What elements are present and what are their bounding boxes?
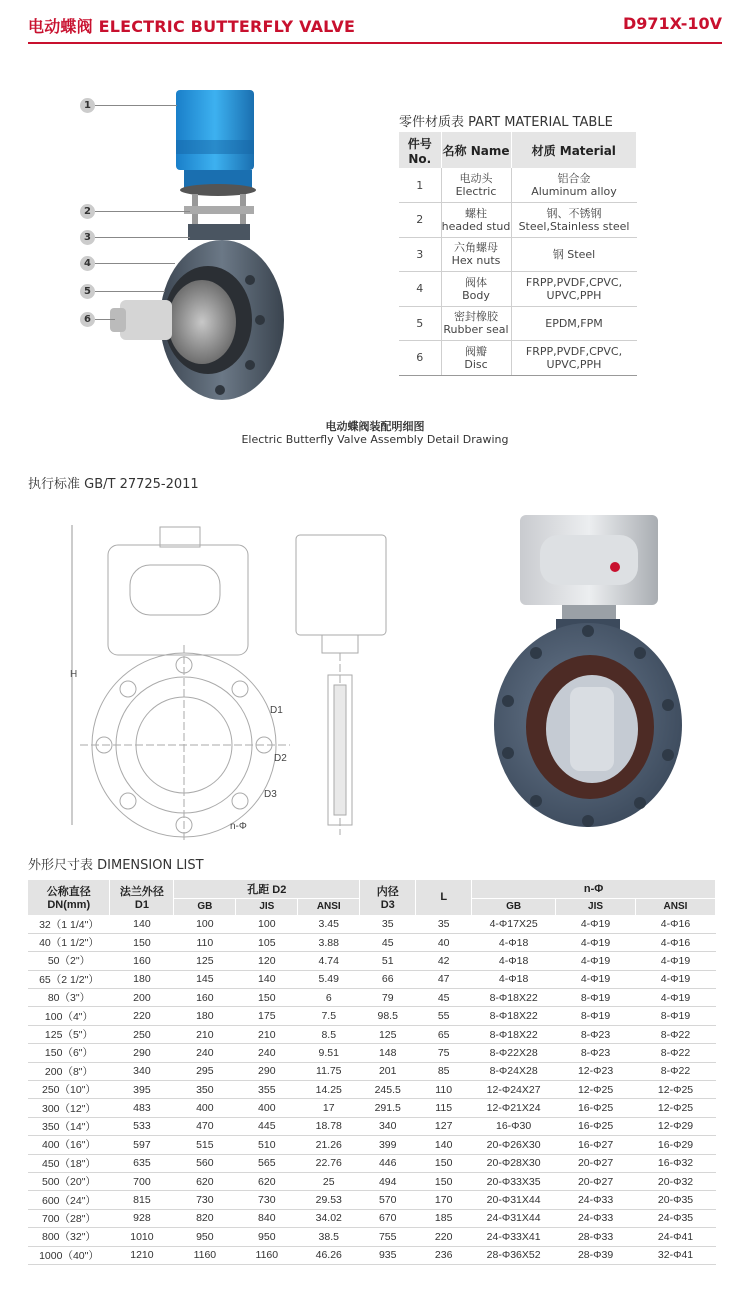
cell-nphi-gb: 24-Φ33X41 <box>472 1228 556 1246</box>
cell-d2-gb: 820 <box>174 1209 236 1227</box>
cell-d3: 51 <box>360 952 416 970</box>
cell-l: 127 <box>416 1117 472 1135</box>
cell-nphi-ansi: 8-Φ19 <box>636 1007 716 1025</box>
cell-nphi-gb: 12-Φ24X27 <box>472 1081 556 1099</box>
drawing-caption-en: Electric Butterfly Valve Assembly Detail Drawing <box>241 433 509 446</box>
header-d2-jis: JIS <box>236 898 298 915</box>
cell-d1: 290 <box>110 1044 174 1062</box>
header-nphi: n-Φ <box>472 880 716 898</box>
cell-nphi-gb: 20-Φ26X30 <box>472 1136 556 1154</box>
cell-d1: 1210 <box>110 1246 174 1264</box>
cell-d2-jis: 445 <box>236 1117 298 1135</box>
table-row <box>28 1081 716 1099</box>
cell-d2-jis: 1160 <box>236 1246 298 1264</box>
cell-d3: 66 <box>360 970 416 988</box>
cell-l: 150 <box>416 1172 472 1190</box>
cell-d1: 180 <box>110 970 174 988</box>
cell-nphi-ansi: 4-Φ16 <box>636 915 716 933</box>
table-row <box>28 1136 716 1154</box>
cell-d1: 815 <box>110 1191 174 1209</box>
cell-nphi-jis: 12-Φ25 <box>556 1081 636 1099</box>
cell-d3: 755 <box>360 1228 416 1246</box>
valve-photo-illustration <box>490 505 730 835</box>
cell-nphi-ansi: 24-Φ35 <box>636 1209 716 1227</box>
header-material: 材质 Material <box>511 132 637 168</box>
cell-nphi-jis: 20-Φ27 <box>556 1172 636 1190</box>
cell-nphi-ansi: 16-Φ29 <box>636 1136 716 1154</box>
cell-d3: 45 <box>360 933 416 951</box>
cell-d2-gb: 145 <box>174 970 236 988</box>
cell-dn: 300（12"） <box>28 1099 110 1117</box>
cell-d2-ansi: 8.5 <box>298 1025 360 1043</box>
cell-nphi-ansi: 16-Φ32 <box>636 1154 716 1172</box>
cell-l: 140 <box>416 1136 472 1154</box>
cell-d2-jis: 290 <box>236 1062 298 1080</box>
cell-d1: 1010 <box>110 1228 174 1246</box>
cell-nphi-jis: 20-Φ27 <box>556 1154 636 1172</box>
cell-nphi-jis: 8-Φ19 <box>556 989 636 1007</box>
cell-d1: 340 <box>110 1062 174 1080</box>
table-row <box>28 1025 716 1043</box>
part-name: 阀瓣 Disc <box>441 341 511 376</box>
cell-dn: 450（18"） <box>28 1154 110 1172</box>
cell-nphi-ansi: 12-Φ29 <box>636 1117 716 1135</box>
cell-d2-ansi: 7.5 <box>298 1007 360 1025</box>
table-row <box>28 1154 716 1172</box>
drawing-caption-cn: 电动蝶阀装配明细图 <box>325 420 425 433</box>
cell-nphi-ansi: 20-Φ35 <box>636 1191 716 1209</box>
part-no: 2 <box>399 203 441 238</box>
part-row <box>399 306 637 341</box>
part-name: 密封橡胶 Rubber seal <box>441 306 511 341</box>
cell-nphi-jis: 8-Φ23 <box>556 1025 636 1043</box>
cell-d2-ansi: 14.25 <box>298 1081 360 1099</box>
cell-l: 110 <box>416 1081 472 1099</box>
cell-d2-ansi: 21.26 <box>298 1136 360 1154</box>
callout-2: 2 <box>80 204 190 219</box>
cell-d2-jis: 100 <box>236 915 298 933</box>
cell-d2-ansi: 3.88 <box>298 933 360 951</box>
cell-nphi-jis: 16-Φ27 <box>556 1136 636 1154</box>
cell-dn: 350（14"） <box>28 1117 110 1135</box>
cell-l: 150 <box>416 1154 472 1172</box>
cell-d1: 635 <box>110 1154 174 1172</box>
cell-l: 220 <box>416 1228 472 1246</box>
cell-dn: 40（1 1/2"） <box>28 933 110 951</box>
cell-nphi-jis: 4-Φ19 <box>556 952 636 970</box>
cell-dn: 800（32"） <box>28 1228 110 1246</box>
part-material-table <box>399 132 637 376</box>
cell-dn: 600（24"） <box>28 1191 110 1209</box>
cell-d2-jis: 150 <box>236 989 298 1007</box>
cell-nphi-ansi: 8-Φ22 <box>636 1025 716 1043</box>
cell-d2-ansi: 22.76 <box>298 1154 360 1172</box>
part-row <box>399 203 637 238</box>
cell-nphi-jis: 16-Φ25 <box>556 1117 636 1135</box>
cell-nphi-gb: 8-Φ18X22 <box>472 989 556 1007</box>
header-l: L <box>416 880 472 915</box>
part-row <box>399 341 637 376</box>
cell-nphi-jis: 24-Φ33 <box>556 1209 636 1227</box>
part-no: 6 <box>399 341 441 376</box>
cell-dn: 50（2"） <box>28 952 110 970</box>
cell-nphi-ansi: 24-Φ41 <box>636 1228 716 1246</box>
cell-d2-ansi: 38.5 <box>298 1228 360 1246</box>
cell-d1: 200 <box>110 989 174 1007</box>
cell-dn: 80（3"） <box>28 989 110 1007</box>
cell-dn: 150（6"） <box>28 1044 110 1062</box>
dimension-table <box>28 880 716 1265</box>
cell-d1: 220 <box>110 1007 174 1025</box>
cell-dn: 500（20"） <box>28 1172 110 1190</box>
cell-nphi-jis: 28-Φ33 <box>556 1228 636 1246</box>
cell-d2-jis: 210 <box>236 1025 298 1043</box>
cell-nphi-jis: 28-Φ39 <box>556 1246 636 1264</box>
cell-d2-gb: 470 <box>174 1117 236 1135</box>
cell-dn: 400（16"） <box>28 1136 110 1154</box>
header-nphi-gb: GB <box>472 898 556 915</box>
part-no: 5 <box>399 306 441 341</box>
cell-d3: 446 <box>360 1154 416 1172</box>
callout-3: 3 <box>80 230 190 245</box>
cell-d2-jis: 105 <box>236 933 298 951</box>
cell-d3: 148 <box>360 1044 416 1062</box>
cell-d2-gb: 560 <box>174 1154 236 1172</box>
cell-l: 35 <box>416 915 472 933</box>
table-row <box>28 933 716 951</box>
table-row <box>28 970 716 988</box>
cell-nphi-gb: 8-Φ24X28 <box>472 1062 556 1080</box>
cell-d1: 395 <box>110 1081 174 1099</box>
cell-d2-ansi: 9.51 <box>298 1044 360 1062</box>
callout-4: 4 <box>80 256 175 271</box>
cell-d2-jis: 140 <box>236 970 298 988</box>
cell-dn: 65（2 1/2"） <box>28 970 110 988</box>
technical-drawing <box>60 505 400 845</box>
table-row <box>28 1062 716 1080</box>
model-number: D971X-10V <box>623 14 722 33</box>
cell-d2-jis: 950 <box>236 1228 298 1246</box>
cell-nphi-gb: 20-Φ31X44 <box>472 1191 556 1209</box>
cell-d2-ansi: 25 <box>298 1172 360 1190</box>
table-row <box>28 1007 716 1025</box>
cell-nphi-ansi: 12-Φ25 <box>636 1099 716 1117</box>
cell-d3: 570 <box>360 1191 416 1209</box>
cell-d2-jis: 175 <box>236 1007 298 1025</box>
cell-d3: 291.5 <box>360 1099 416 1117</box>
assembly-illustration <box>80 80 300 410</box>
table-row <box>28 915 716 933</box>
cell-nphi-ansi: 8-Φ22 <box>636 1062 716 1080</box>
cell-nphi-gb: 4-Φ18 <box>472 970 556 988</box>
cell-nphi-ansi: 4-Φ19 <box>636 952 716 970</box>
part-material: EPDM,FPM <box>511 306 637 341</box>
cell-l: 42 <box>416 952 472 970</box>
table-row <box>28 1117 716 1135</box>
cell-nphi-gb: 8-Φ22X28 <box>472 1044 556 1062</box>
part-row <box>399 168 637 203</box>
cell-d2-jis: 240 <box>236 1044 298 1062</box>
cell-d1: 250 <box>110 1025 174 1043</box>
cell-d3: 935 <box>360 1246 416 1264</box>
cell-nphi-jis: 12-Φ23 <box>556 1062 636 1080</box>
cell-d2-jis: 355 <box>236 1081 298 1099</box>
cell-nphi-gb: 4-Φ18 <box>472 933 556 951</box>
cell-d2-ansi: 4.74 <box>298 952 360 970</box>
cell-d2-ansi: 17 <box>298 1099 360 1117</box>
cell-d3: 201 <box>360 1062 416 1080</box>
cell-d3: 79 <box>360 989 416 1007</box>
part-row <box>399 237 637 272</box>
cell-l: 75 <box>416 1044 472 1062</box>
cell-d2-gb: 350 <box>174 1081 236 1099</box>
cell-nphi-gb: 20-Φ28X30 <box>472 1154 556 1172</box>
cell-l: 45 <box>416 989 472 1007</box>
cell-l: 170 <box>416 1191 472 1209</box>
cell-d2-gb: 1160 <box>174 1246 236 1264</box>
cell-l: 85 <box>416 1062 472 1080</box>
cell-d1: 483 <box>110 1099 174 1117</box>
cell-l: 65 <box>416 1025 472 1043</box>
assembly-drawing <box>80 80 300 410</box>
cell-nphi-gb: 8-Φ18X22 <box>472 1025 556 1043</box>
cell-dn: 1000（40"） <box>28 1246 110 1264</box>
header-no: 件号 No. <box>399 132 441 168</box>
cell-l: 55 <box>416 1007 472 1025</box>
part-no: 4 <box>399 272 441 307</box>
header-d1: 法兰外径 D1 <box>110 880 174 915</box>
cell-nphi-jis: 4-Φ19 <box>556 915 636 933</box>
part-material: 铝合金 Aluminum alloy <box>511 168 637 203</box>
cell-d2-gb: 160 <box>174 989 236 1007</box>
cell-d2-ansi: 46.26 <box>298 1246 360 1264</box>
callout-5: 5 <box>80 284 165 299</box>
cell-d2-jis: 120 <box>236 952 298 970</box>
cell-nphi-ansi: 4-Φ19 <box>636 970 716 988</box>
header-d2-gb: GB <box>174 898 236 915</box>
cell-nphi-jis: 24-Φ33 <box>556 1191 636 1209</box>
cell-nphi-gb: 24-Φ31X44 <box>472 1209 556 1227</box>
cell-dn: 250（10"） <box>28 1081 110 1099</box>
header-dn: 公称直径 DN(mm) <box>28 880 110 915</box>
cell-d2-ansi: 6 <box>298 989 360 1007</box>
table-row <box>28 1246 716 1264</box>
cell-d2-jis: 840 <box>236 1209 298 1227</box>
table-row <box>28 1209 716 1227</box>
cell-nphi-ansi: 12-Φ25 <box>636 1081 716 1099</box>
part-no: 3 <box>399 237 441 272</box>
cell-d1: 533 <box>110 1117 174 1135</box>
cell-d3: 98.5 <box>360 1007 416 1025</box>
cell-nphi-gb: 4-Φ17X25 <box>472 915 556 933</box>
cell-nphi-gb: 12-Φ21X24 <box>472 1099 556 1117</box>
table-row <box>28 1044 716 1062</box>
cell-nphi-jis: 16-Φ25 <box>556 1099 636 1117</box>
valve-photo <box>490 505 730 835</box>
cell-nphi-ansi: 4-Φ19 <box>636 989 716 1007</box>
part-material: 钢 Steel <box>511 237 637 272</box>
cell-nphi-ansi: 20-Φ32 <box>636 1172 716 1190</box>
cell-nphi-gb: 16-Φ30 <box>472 1117 556 1135</box>
cell-dn: 200（8"） <box>28 1062 110 1080</box>
header-name: 名称 Name <box>441 132 511 168</box>
cell-nphi-gb: 28-Φ36X52 <box>472 1246 556 1264</box>
label-d1: D1 <box>270 705 283 716</box>
cell-nphi-ansi: 8-Φ22 <box>636 1044 716 1062</box>
cell-d2-ansi: 34.02 <box>298 1209 360 1227</box>
cell-d3: 35 <box>360 915 416 933</box>
cell-dn: 125（5"） <box>28 1025 110 1043</box>
table-row <box>28 1099 716 1117</box>
cell-d2-gb: 515 <box>174 1136 236 1154</box>
callout-6: 6 <box>80 312 115 327</box>
cell-d2-gb: 240 <box>174 1044 236 1062</box>
cell-l: 115 <box>416 1099 472 1117</box>
cell-d1: 597 <box>110 1136 174 1154</box>
cell-d2-gb: 210 <box>174 1025 236 1043</box>
dimension-drawing <box>60 505 400 845</box>
cell-d2-gb: 110 <box>174 933 236 951</box>
header-d2: 孔距 D2 <box>174 880 360 898</box>
part-table-title: 零件材质表 PART MATERIAL TABLE <box>399 115 613 130</box>
label-d2: D2 <box>274 753 287 764</box>
cell-d2-gb: 180 <box>174 1007 236 1025</box>
cell-d2-ansi: 11.75 <box>298 1062 360 1080</box>
cell-d2-gb: 400 <box>174 1099 236 1117</box>
cell-dn: 100（4"） <box>28 1007 110 1025</box>
part-name: 阀体 Body <box>441 272 511 307</box>
cell-d2-jis: 510 <box>236 1136 298 1154</box>
table-row <box>28 989 716 1007</box>
part-name: 螺柱 headed stud <box>441 203 511 238</box>
part-name: 六角螺母 Hex nuts <box>441 237 511 272</box>
cell-d2-jis: 730 <box>236 1191 298 1209</box>
cell-nphi-ansi: 4-Φ16 <box>636 933 716 951</box>
part-material: FRPP,PVDF,CPVC, UPVC,PPH <box>511 341 637 376</box>
cell-d3: 494 <box>360 1172 416 1190</box>
callout-1: 1 <box>80 98 177 113</box>
header-d3: 内径 D3 <box>360 880 416 915</box>
cell-d1: 160 <box>110 952 174 970</box>
cell-l: 185 <box>416 1209 472 1227</box>
cell-dn: 32（1 1/4"） <box>28 915 110 933</box>
cell-d2-gb: 620 <box>174 1172 236 1190</box>
cell-dn: 700（28"） <box>28 1209 110 1227</box>
cell-nphi-jis: 4-Φ19 <box>556 933 636 951</box>
label-nphi: n-Φ <box>230 821 247 832</box>
cell-l: 47 <box>416 970 472 988</box>
cell-d2-gb: 730 <box>174 1191 236 1209</box>
table-row <box>28 1228 716 1246</box>
page-header <box>28 14 722 44</box>
part-row <box>399 272 637 307</box>
cell-nphi-jis: 4-Φ19 <box>556 970 636 988</box>
dimension-title: 外形尺寸表 DIMENSION LIST <box>28 858 204 873</box>
cell-d1: 140 <box>110 915 174 933</box>
cell-l: 40 <box>416 933 472 951</box>
cell-d3: 125 <box>360 1025 416 1043</box>
label-d3: D3 <box>264 789 277 800</box>
table-row <box>28 1172 716 1190</box>
cell-d2-jis: 620 <box>236 1172 298 1190</box>
cell-d2-ansi: 18.78 <box>298 1117 360 1135</box>
cell-d2-gb: 100 <box>174 915 236 933</box>
cell-d1: 150 <box>110 933 174 951</box>
cell-d1: 928 <box>110 1209 174 1227</box>
label-h: H <box>70 669 78 680</box>
cell-d2-gb: 125 <box>174 952 236 970</box>
cell-d2-gb: 950 <box>174 1228 236 1246</box>
cell-d1: 700 <box>110 1172 174 1190</box>
cell-nphi-ansi: 32-Φ41 <box>636 1246 716 1264</box>
cell-nphi-gb: 4-Φ18 <box>472 952 556 970</box>
cell-d2-jis: 565 <box>236 1154 298 1172</box>
header-nphi-ansi: ANSI <box>636 898 716 915</box>
part-name: 电动头 Electric <box>441 168 511 203</box>
cell-l: 236 <box>416 1246 472 1264</box>
header-d2-ansi: ANSI <box>298 898 360 915</box>
cell-d2-jis: 400 <box>236 1099 298 1117</box>
page-title: 电动蝶阀 ELECTRIC BUTTERFLY VALVE <box>28 17 356 36</box>
cell-nphi-jis: 8-Φ23 <box>556 1044 636 1062</box>
cell-d3: 340 <box>360 1117 416 1135</box>
standard-label: 执行标准 GB/T 27725-2011 <box>28 477 199 492</box>
cell-nphi-gb: 8-Φ18X22 <box>472 1007 556 1025</box>
cell-d3: 670 <box>360 1209 416 1227</box>
cell-d2-ansi: 29.53 <box>298 1191 360 1209</box>
cell-nphi-jis: 8-Φ19 <box>556 1007 636 1025</box>
cell-d3: 245.5 <box>360 1081 416 1099</box>
part-material: 钢、不锈钢 Steel,Stainless steel <box>511 203 637 238</box>
part-material: FRPP,PVDF,CPVC, UPVC,PPH <box>511 272 637 307</box>
part-no: 1 <box>399 168 441 203</box>
cell-d2-ansi: 3.45 <box>298 915 360 933</box>
table-row <box>28 1191 716 1209</box>
cell-nphi-gb: 20-Φ33X35 <box>472 1172 556 1190</box>
table-row <box>28 952 716 970</box>
cell-d2-gb: 295 <box>174 1062 236 1080</box>
header-nphi-jis: JIS <box>556 898 636 915</box>
cell-d3: 399 <box>360 1136 416 1154</box>
cell-d2-ansi: 5.49 <box>298 970 360 988</box>
